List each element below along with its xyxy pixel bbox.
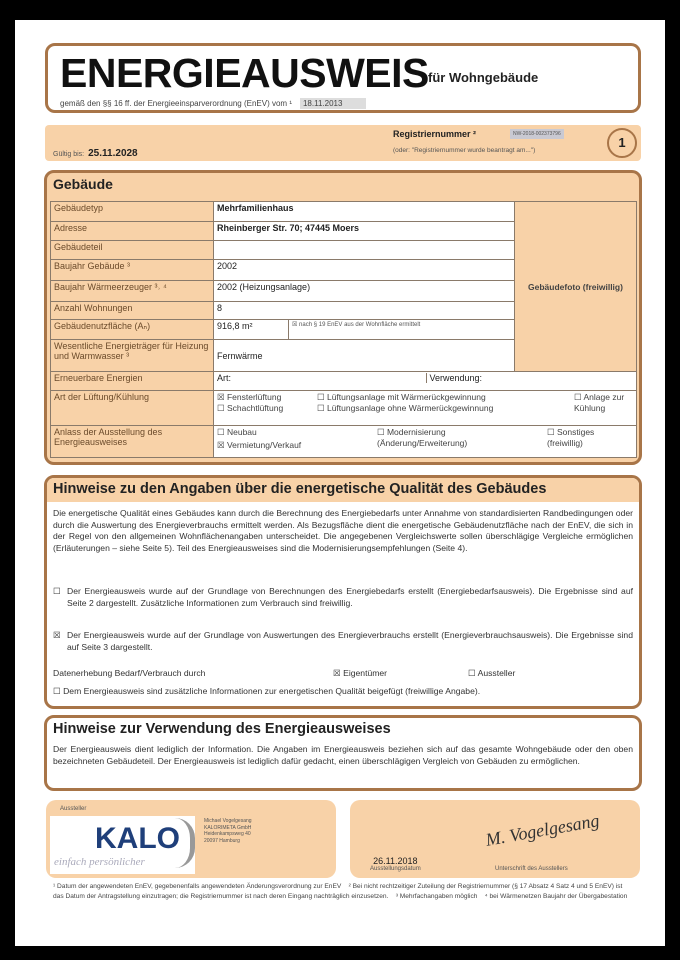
row-label: Wesentliche Energieträger für Heizung und Warmwasser ³ — [51, 340, 214, 372]
option-demand-text: Der Energieausweis wurde auf der Grundlage von Berechnungen des Energiebedarfs erstellt (Energiebedarfsausweis). Die Ergebnisse sind auf Seite 2 dargestellt. Zusätzliche Informationen zum Verbrauch sind freiwillig. — [67, 586, 633, 608]
footnote-2: ² Bei nicht rechtzeitiger Zuteilung der Registriernummer (§ 17 Absatz 4 Satz 4 und 5 EnEV) ist das Datum der Antragstellung einzutragen; die Registriernummer ist nach deren Eingang nachträglich einzusetzen. — [53, 883, 623, 900]
table-row — [51, 426, 637, 458]
checkbox-owner[interactable]: ☒ Eigentümer — [333, 668, 388, 678]
law-reference — [60, 98, 366, 109]
row-label: Art der Lüftung/Kühlung — [51, 391, 214, 426]
valid-date: 25.11.2028 — [88, 148, 138, 159]
building-table — [50, 201, 637, 458]
kalo-logo — [50, 816, 195, 874]
row-label: Gebäudetyp — [51, 202, 214, 222]
energy-certificate-page — [15, 20, 665, 946]
row-value: Mehrfamilienhaus — [214, 202, 515, 222]
issuer-name: Michael Vogelgesang — [204, 818, 252, 824]
row-value: 8 — [214, 302, 515, 320]
valid-until — [53, 148, 138, 159]
usage-notes-text: Der Energieausweis dient lediglich der Information. Die Angaben im Energieausweis beziehen sich auf das gesamte Wohngebäude oder den oben bezeichneten Gebäudeteil. Der Energieausweis ist lediglich dafür gedacht, einen überschlägigen Vergleich von Gebäuden zu ermöglichen. — [53, 744, 633, 766]
row-label: Adresse — [51, 222, 214, 241]
footnotes — [53, 882, 633, 902]
building-heading: Gebäude — [53, 176, 113, 192]
footnote-1: ¹ Datum der angewendeten EnEV, gegebenenfalls angewendeten Änderungsverordnung zur EnEV — [53, 883, 342, 890]
usage-notes-heading: Hinweise zur Verwendung des Energieausweises — [53, 721, 391, 737]
option-consumption-certificate — [53, 630, 633, 653]
data-collection-label: Datenerhebung Bedarf/Verbrauch durch — [53, 668, 206, 678]
signature-image: M. Vogelgesang — [484, 810, 601, 850]
issuer-label: Aussteller — [60, 806, 87, 812]
issuer-company: KALORIMETA GmbH — [204, 824, 252, 831]
row-value — [214, 241, 515, 260]
checkbox-consumption[interactable]: ☒ — [53, 630, 61, 640]
checkbox-ventilation-with-recovery[interactable]: ☐ Lüftungsanlage mit Wärmerückgewinnung — [317, 392, 486, 402]
building-section — [44, 170, 642, 465]
page-number-badge: 1 — [607, 128, 637, 158]
row-label: Gebäudeteil — [51, 241, 214, 260]
area-method-note: ☒ nach § 19 EnEV aus der Wohnfläche ermittelt — [289, 320, 515, 340]
renewables-cell — [214, 372, 637, 391]
table-row — [51, 372, 637, 391]
logo-text: KALO — [95, 822, 180, 855]
ventilation-options — [214, 391, 637, 426]
row-value: 916,8 m² — [214, 320, 289, 340]
building-photo-placeholder: Gebäudefoto (freiwillig) — [515, 202, 637, 372]
row-value: 2002 (Heizungsanlage) — [214, 281, 515, 302]
issue-date-label: Ausstellungsdatum — [370, 866, 421, 872]
row-value: 2002 — [214, 260, 515, 281]
registration-note: (oder: "Registriernummer wurde beantragt am...") — [393, 147, 536, 154]
row-label: Anlass der Ausstellung des Energieausweises — [51, 426, 214, 458]
row-value: Rheinberger Str. 70; 47445 Moers — [214, 222, 515, 241]
issue-reason-options — [214, 426, 637, 458]
footnote-4: ⁴ bei Wärmenetzen Baujahr der Übergabestation — [484, 893, 628, 900]
row-value: Fernwärme — [214, 340, 515, 372]
checkbox-modernisation[interactable]: ☐ Modernisierung (Änderung/Erweiterung) — [377, 427, 468, 448]
option-demand-certificate — [53, 586, 633, 609]
row-label: Baujahr Wärmeerzeuger ³˒ ⁴ — [51, 281, 214, 302]
logo-arc-icon — [175, 818, 195, 868]
data-collection-row — [53, 668, 633, 680]
checkbox-demand[interactable]: ☐ — [53, 586, 61, 596]
issuer-street: Heidenkampsweg 40 — [204, 831, 251, 837]
document-title: ENERGIEAUSWEIS — [60, 50, 429, 96]
issuer-address — [204, 818, 252, 844]
issue-date-block — [370, 856, 421, 872]
row-label: Anzahl Wohnungen — [51, 302, 214, 320]
checkbox-shaft-ventilation[interactable]: ☐ Schachtlüftung — [217, 403, 284, 413]
registration-label: Registriernummer ² — [393, 129, 477, 139]
option-consumption-text: Der Energieausweis wurde auf der Grundlage von Auswertungen des Energieverbrauchs erstellt (Energieverbrauchsausweis). Die Ergebnisse sind auf Seite 3 dargestellt. — [67, 630, 633, 652]
renewables-type: Art: — [217, 373, 427, 383]
issuer-city: 20097 Hamburg — [204, 837, 240, 844]
checkbox-window-ventilation[interactable]: ☒ Fensterlüftung — [217, 392, 282, 402]
law-text: gemäß den §§ 16 ff. der Energieeinsparverordnung (EnEV) vom ¹ — [60, 99, 292, 108]
quality-notes-section — [44, 475, 642, 709]
extra-info-option[interactable]: ☐ Dem Energieausweis sind zusätzliche Informationen zur energetischen Qualität beigefügt (freiwillige Angabe). — [53, 686, 481, 696]
table-row — [51, 202, 637, 222]
table-row — [51, 391, 637, 426]
registration-number: NW-2018-002373796 — [510, 129, 564, 139]
signature-box — [350, 800, 640, 878]
checkbox-cooling[interactable]: ☐ Anlage zur Kühlung — [574, 392, 625, 413]
row-label: Gebäudenutzfläche (Aₙ) — [51, 320, 214, 340]
valid-label: Gültig bis: — [53, 151, 85, 158]
signature-label: Unterschrift des Ausstellers — [495, 866, 568, 872]
law-date: 18.11.2013 — [300, 98, 366, 109]
row-label: Baujahr Gebäude ³ — [51, 260, 214, 281]
usage-notes-section — [44, 715, 642, 791]
checkbox-rental-sale[interactable]: ☒ Vermietung/Verkauf — [217, 440, 302, 450]
renewables-use: Verwendung: — [429, 373, 483, 383]
header-box — [45, 43, 641, 113]
issuer-box — [46, 800, 336, 878]
checkbox-ventilation-without-recovery[interactable]: ☐ Lüftungsanlage ohne Wärmerückgewinnung — [317, 403, 494, 413]
footnote-3: ³ Mehrfachangaben möglich — [395, 893, 478, 900]
row-label: Erneuerbare Energien — [51, 372, 214, 391]
quality-intro: Die energetische Qualität eines Gebäudes kann durch die Berechnung des Energiebedarfs unter Annahme von standardisierten Randbedingungen oder durch die Auswertung des Energieverbrauchs ermittelt werden. Als Bezugsfläche dient die energetische Gebäudenutzfläche nach der EnEV, die sich in der Regel von den allgemeinen Wohnflächenangaben unterscheidet. Die angegebenen Vergleichswerte sollen überschlägige Vergleiche ermöglichen (Erläuterungen – siehe Seite 5). Teil des Energieausweises sind die Modernisierungsempfehlungen (Seite 4). — [53, 508, 633, 553]
checkbox-other[interactable]: ☐ Sonstiges (freiwillig) — [547, 427, 595, 448]
document-subtitle: für Wohngebäude — [428, 70, 539, 85]
logo-slogan: einfach persönlicher — [54, 856, 145, 868]
checkbox-new-build[interactable]: ☐ Neubau — [217, 427, 257, 437]
validity-band — [45, 125, 641, 161]
quality-notes-heading: Hinweise zu den Angaben über die energetische Qualität des Gebäudes — [53, 481, 547, 497]
checkbox-issuer[interactable]: ☐ Aussteller — [468, 668, 516, 678]
issue-date: 26.11.2018 — [373, 856, 418, 866]
